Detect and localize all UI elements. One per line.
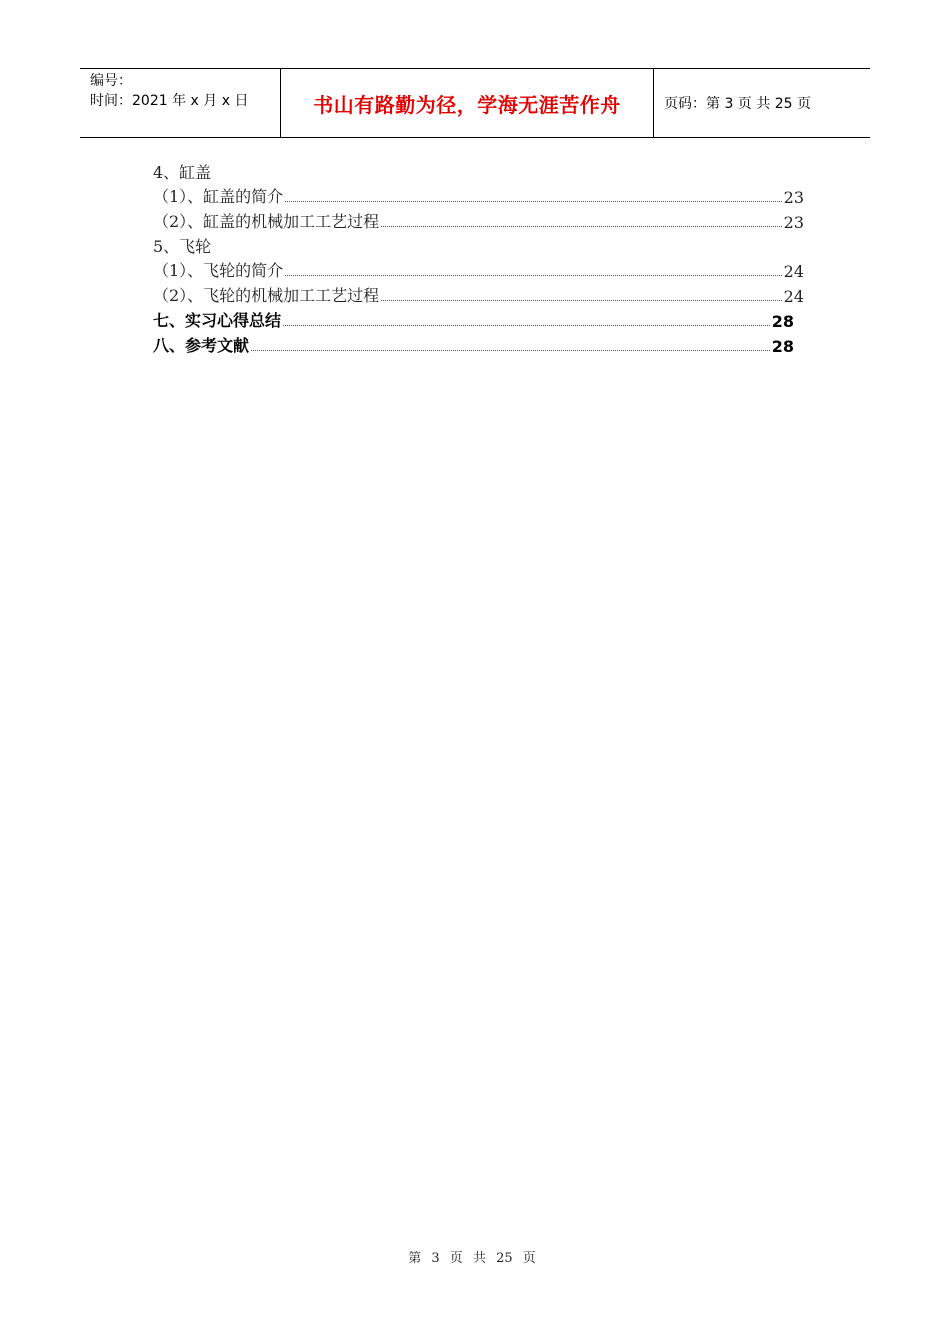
toc-entry[interactable] xyxy=(153,306,794,331)
page-info-text: 页码：第 3 页 共 25 页 xyxy=(664,96,811,112)
toc-entry[interactable] xyxy=(153,331,794,356)
toc-leader-dots xyxy=(285,275,781,276)
motto-text: 书山有路勤为径，学海无涯苦作舟 xyxy=(313,92,621,117)
header-page-info xyxy=(654,69,870,137)
toc-entry-title: （2）、缸盖的机械加工工艺过程 xyxy=(153,212,380,232)
toc-entry-title: 八、参考文献 xyxy=(153,335,250,355)
toc-entry-title: （2）、飞轮的机械加工工艺过程 xyxy=(153,286,380,306)
toc-entry-page: 28 xyxy=(771,311,794,331)
footer-current-page: 3 xyxy=(431,1251,440,1266)
footer-total-word: 共 xyxy=(472,1251,486,1266)
page-header xyxy=(80,68,870,138)
toc-entry[interactable] xyxy=(153,232,804,257)
toc-leader-dots xyxy=(283,325,770,326)
date-label: 时间：2021 年 x 月 x 日 xyxy=(90,93,249,109)
footer-total-pages: 25 xyxy=(496,1251,513,1266)
toc-entry-page: 28 xyxy=(771,336,794,356)
number-label: 编号： xyxy=(90,73,132,89)
footer-page-word: 页 xyxy=(449,1251,463,1266)
toc-leader-dots xyxy=(381,300,781,301)
toc-entry[interactable] xyxy=(153,183,804,208)
page-footer xyxy=(0,1247,950,1266)
footer-prefix: 第 xyxy=(408,1251,422,1266)
toc-entry[interactable] xyxy=(153,158,804,183)
toc-leader-dots xyxy=(285,201,781,202)
toc-leader-dots xyxy=(381,226,781,227)
toc-entry-title: 4、缸盖 xyxy=(153,162,212,182)
toc-entry-title: 5、飞轮 xyxy=(153,236,212,256)
toc-entry-title: （1）、飞轮的简介 xyxy=(153,261,284,281)
toc-entry-title: （1）、缸盖的简介 xyxy=(153,187,284,207)
toc-entry-page: 23 xyxy=(783,188,804,208)
toc-entry-page: 24 xyxy=(783,262,804,282)
toc-entry[interactable] xyxy=(153,281,804,306)
toc-entry-page: 24 xyxy=(783,287,804,307)
footer-suffix: 页 xyxy=(522,1251,536,1266)
toc-entry[interactable] xyxy=(153,207,804,232)
header-meta xyxy=(80,69,281,137)
table-of-contents xyxy=(153,158,804,356)
toc-entry-title: 七、实习心得总结 xyxy=(153,310,282,330)
toc-entry[interactable] xyxy=(153,257,804,282)
header-motto xyxy=(281,69,654,137)
toc-leader-dots xyxy=(251,350,770,351)
toc-entry-page: 23 xyxy=(783,213,804,233)
